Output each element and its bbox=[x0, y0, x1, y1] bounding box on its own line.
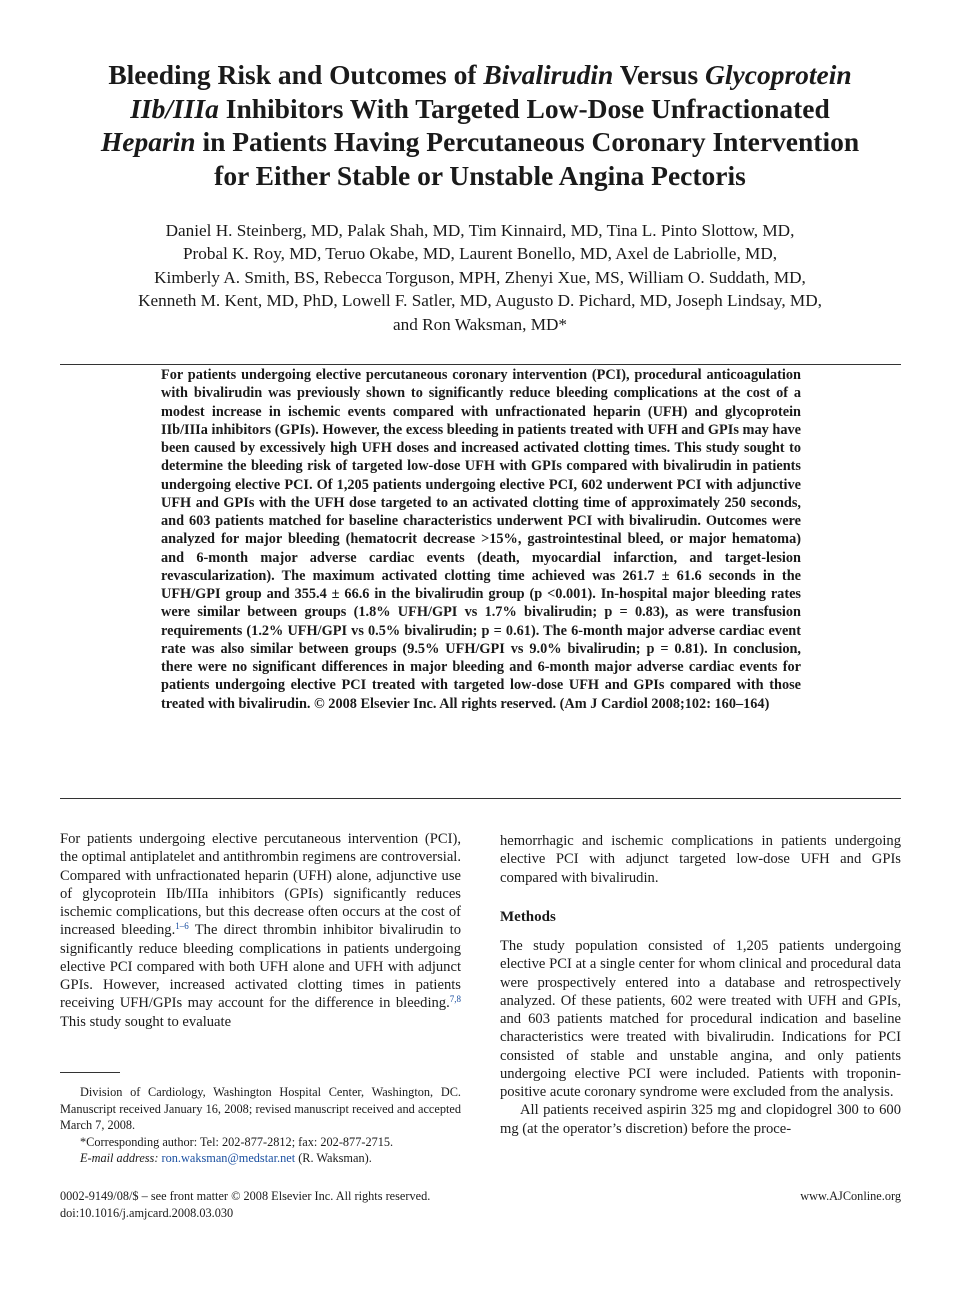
methods-paragraph: All patients received aspirin 325 mg and clopidogrel 300 to 600 mg (at the operator’s discretion) before the proce- bbox=[500, 1102, 901, 1137]
title-line: for Either Stable or Unstable Angina Pectoris bbox=[214, 159, 746, 191]
journal-website[interactable]: www.AJConline.org bbox=[800, 1189, 901, 1203]
footnote-rule bbox=[60, 1072, 120, 1073]
intro-continued: hemorrhagic and ischemic complications in patients undergoing elective PCI with adjunct targeted low-dose UFH and GPIs compared with bivalirudin. bbox=[500, 833, 901, 886]
author-line: Kenneth M. Kent, MD, PhD, Lowell F. Satler, MD, Augusto D. Pichard, MD, Joseph Lindsay, MD, bbox=[138, 291, 822, 311]
right-column bbox=[500, 832, 901, 1138]
article-title bbox=[60, 58, 900, 192]
intro-paragraph: For patients undergoing elective percutaneous intervention (PCI), the optimal antiplatelet and antithrombin regimens are controversial. Compared with unfractionated heparin (UFH) alone, adjunctive use of glycoprotein IIb/IIIa inhibitors (GPIs) significantly reduces ischemic complications, but this decrease often occurs at the cost of increased bleeding.$^{1-6}$ The direct thrombin inhibitor bivalirudin to significantly reduce bleeding complications in patients undergoing elective PCI compared with both UFH alone and UFH with adjunct GPIs. However, increased activated clotting times in patients receiving UFH/GPIs may account for the difference in bleeding.$^{7,8}$ This study sought to evaluate bbox=[60, 831, 462, 1030]
email-note: E-mail address: ron.waksman@medstar.net (R. Waksman). bbox=[80, 1151, 372, 1166]
citation-link[interactable]: 1–6 bbox=[175, 921, 189, 932]
left-column bbox=[60, 830, 461, 1031]
citation-link[interactable]: 7,8 bbox=[449, 994, 461, 1005]
footnotes bbox=[60, 1084, 461, 1167]
author-line: Daniel H. Steinberg, MD, Palak Shah, MD, Tim Kinnaird, MD, Tina L. Pinto Slottow, MD, bbox=[165, 221, 795, 240]
abstract-bottom-rule bbox=[60, 798, 901, 799]
methods-paragraph: The study population consisted of 1,205 patients undergoing elective PCI at a single center for whom clinical and procedural data were prospectively entered into a database and retrospectively analyzed. Of these patients, 602 were treated with UFH and GPIs, and 603 patients matched for procedural indication and baseline characteristics were treated with bivalirudin. Indications for PCI consisted of stable and unstable angina, and only patients undergoing elective PCI were included. Patients with troponin-positive acute coronary syndrome were excluded from the analysis. bbox=[500, 938, 901, 1100]
corresponding-author-note: *Corresponding author: Tel: 202-877-2812; fax: 202-877-2715. bbox=[80, 1134, 394, 1149]
abstract: For patients undergoing elective percutaneous coronary intervention (PCI), procedural anticoagulation with bivalirudin was previously shown to significantly reduce bleeding complications at the cost of a modest increase in ischemic events compared with unfractionated heparin (UFH) and glycoprotein IIb/IIIa inhibitors (GPIs). However, the excess bleeding in patients treated with UFH and GPIs may have been caused by excessively high UFH doses and increased activated clotting times. This study sought to determine the bleeding risk of targeted low-dose UFH with GPIs compared with bivalirudin in patients undergoing elective PCI. Of 1,205 patients undergoing elective PCI, 602 underwent PCI with adjunctive UFH and GPIs with the UFH dose targeted to an activated clotting time of approximately 250 seconds, and 603 patients matched for baseline characteristics underwent PCI with bivalirudin. Outcomes were analyzed for major bleeding (hematocrit decrease >15%, gastrointestinal bleed, or major hematoma) and 6-month major adverse cardiac events (death, myocardial infarction, and target-lesion revascularization). The maximum activated clotting time achieved was 261.7 ± 61.6 seconds in the UFH/GPI group and 355.4 ± 66.6 in the bivalirudin group (p <0.001). In-hospital major bleeding rates were similar between groups (1.8% UFH/GPI vs 1.7% bivalirudin; p = 0.83), as were transfusion requirements (1.2% UFH/GPI vs 0.5% bivalirudin; p = 0.61). The 6-month major adverse cardiac event rate was also similar between groups (9.5% UFH/GPI vs 9.0% bivalirudin; p = 0.81). In conclusion, there were no significant differences in major bleeding and 6-month major adverse cardiac events for patients undergoing elective PCI treated with targeted low-dose UFH and GPIs compared with those treated with bivalirudin. © 2008 Elsevier Inc. All rights reserved. (Am J Cardiol 2008;102: 160–164) bbox=[161, 367, 801, 712]
email-link[interactable]: ron.waksman@medstar.net bbox=[161, 1151, 296, 1166]
affiliation-note: Division of Cardiology, Washington Hospital Center, Washington, DC. Manuscript received January 16, 2008; revised manuscript received and accepted March 7, 2008. bbox=[60, 1085, 461, 1133]
issn-line: 0002-9149/08/$ – see front matter © 2008 Elsevier Inc. All rights reserved. bbox=[60, 1189, 431, 1203]
title-line: Bleeding Risk and Outcomes of Bivalirudin Versus Glycoprotein bbox=[108, 59, 852, 90]
author-line: Probal K. Roy, MD, Teruo Okabe, MD, Laurent Bonello, MD, Axel de Labriolle, MD, bbox=[182, 244, 778, 264]
author-line: and Ron Waksman, MD* bbox=[393, 314, 567, 334]
publication-info bbox=[60, 1188, 430, 1222]
author-list bbox=[40, 219, 920, 336]
title-line: IIb/IIIa Inhibitors With Targeted Low-Dose Unfractionated bbox=[130, 92, 830, 124]
title-line: Heparin in Patients Having Percutaneous Coronary Intervention bbox=[100, 126, 860, 157]
doi-line[interactable]: doi:10.1016/j.amjcard.2008.03.030 bbox=[60, 1205, 234, 1220]
author-line: Kimberly A. Smith, BS, Rebecca Torguson, MPH, Zhenyi Xue, MS, William O. Suddath, MD, bbox=[154, 267, 806, 287]
methods-heading: Methods bbox=[500, 908, 556, 925]
abstract-top-rule bbox=[60, 364, 901, 365]
